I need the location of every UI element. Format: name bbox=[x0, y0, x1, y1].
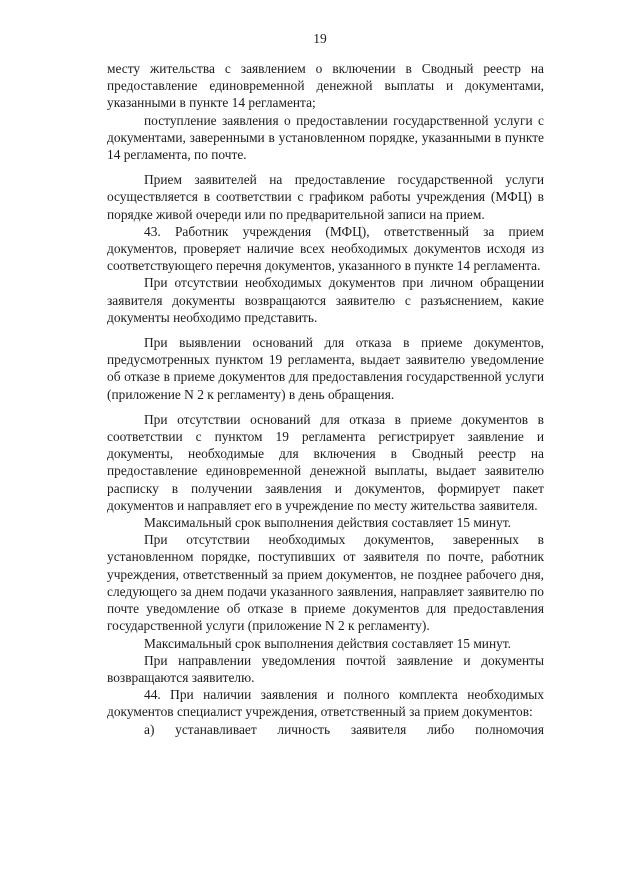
paragraph: поступление заявления о предоставлении государственной услуги с документами, заверенными в установленном порядке, указанными в пункте 14 регламента, по почте. bbox=[107, 112, 544, 163]
paragraph: При направлении уведомления почтой заявление и документы возвращаются заявителю. bbox=[107, 652, 544, 685]
paragraph: При отсутствии необходимых документов, заверенных в установленном порядке, поступивших от заявителя по почте, работник учреждения, ответственный за прием документов, не позднее рабочего дня, следующего за днем подачи указанного заявления, направляет заявителю по почте уведомление об отказе в приеме документов для предоставления государственной услуги (приложение N 2 к регламенту). bbox=[107, 532, 544, 634]
page-number: 19 bbox=[313, 31, 327, 46]
paragraph: Прием заявителей на предоставление государственной услуги осуществляется в соответствии с графиком работы учреждения (МФЦ) в порядке живой очереди или по предварительной записи на прием. bbox=[107, 172, 544, 222]
paragraph: а) устанавливает личность заявителя либо полномочия bbox=[144, 721, 544, 737]
paragraph: При отсутствии оснований для отказа в приеме документов в соответствии с пунктом 19 регламента регистрирует заявление и документы, необходимые для включения в Сводный реестр на предоставление единовременной денежной выплаты, выдает заявителю расписку в получении заявления и документов, формирует пакет документов и направляет его в учреждение по месту жительства заявителя. bbox=[107, 411, 544, 513]
paragraph: месту жительства с заявлением о включении в Сводный реестр на предоставление единовременной денежной выплаты и документами, указанными в пункте 14 регламента; bbox=[107, 61, 544, 111]
paragraph-gap bbox=[107, 163, 544, 171]
paragraph: Максимальный срок выполнения действия составляет 15 минут. bbox=[144, 635, 512, 651]
paragraph: 44. При наличии заявления и полного комплекта необходимых документов специалист учреждения, ответственный за прием документов: bbox=[107, 687, 544, 720]
paragraph: 43. Работник учреждения (МФЦ), ответственный за прием документов, проверяет наличие всех необходимых документов исходя из соответствующего перечня документов, указанного в пункте 14 регламента. bbox=[107, 223, 544, 274]
paragraph: При отсутствии необходимых документов при личном обращении заявителя документы возвращаются заявителю с разъяснением, какие документы необходимо представить. bbox=[107, 275, 544, 325]
paragraph-gap bbox=[107, 326, 544, 334]
paragraph: При выявлении оснований для отказа в приеме документов, предусмотренных пунктом 19 регламента, выдает заявителю уведомление об отказе в приеме документов для предоставления государственной услуги (приложение N 2 к регламенту) в день обращения. bbox=[107, 335, 544, 402]
paragraph: Максимальный срок выполнения действия составляет 15 минут. bbox=[144, 515, 512, 531]
document-body bbox=[107, 60, 544, 738]
paragraph-gap bbox=[107, 403, 544, 411]
